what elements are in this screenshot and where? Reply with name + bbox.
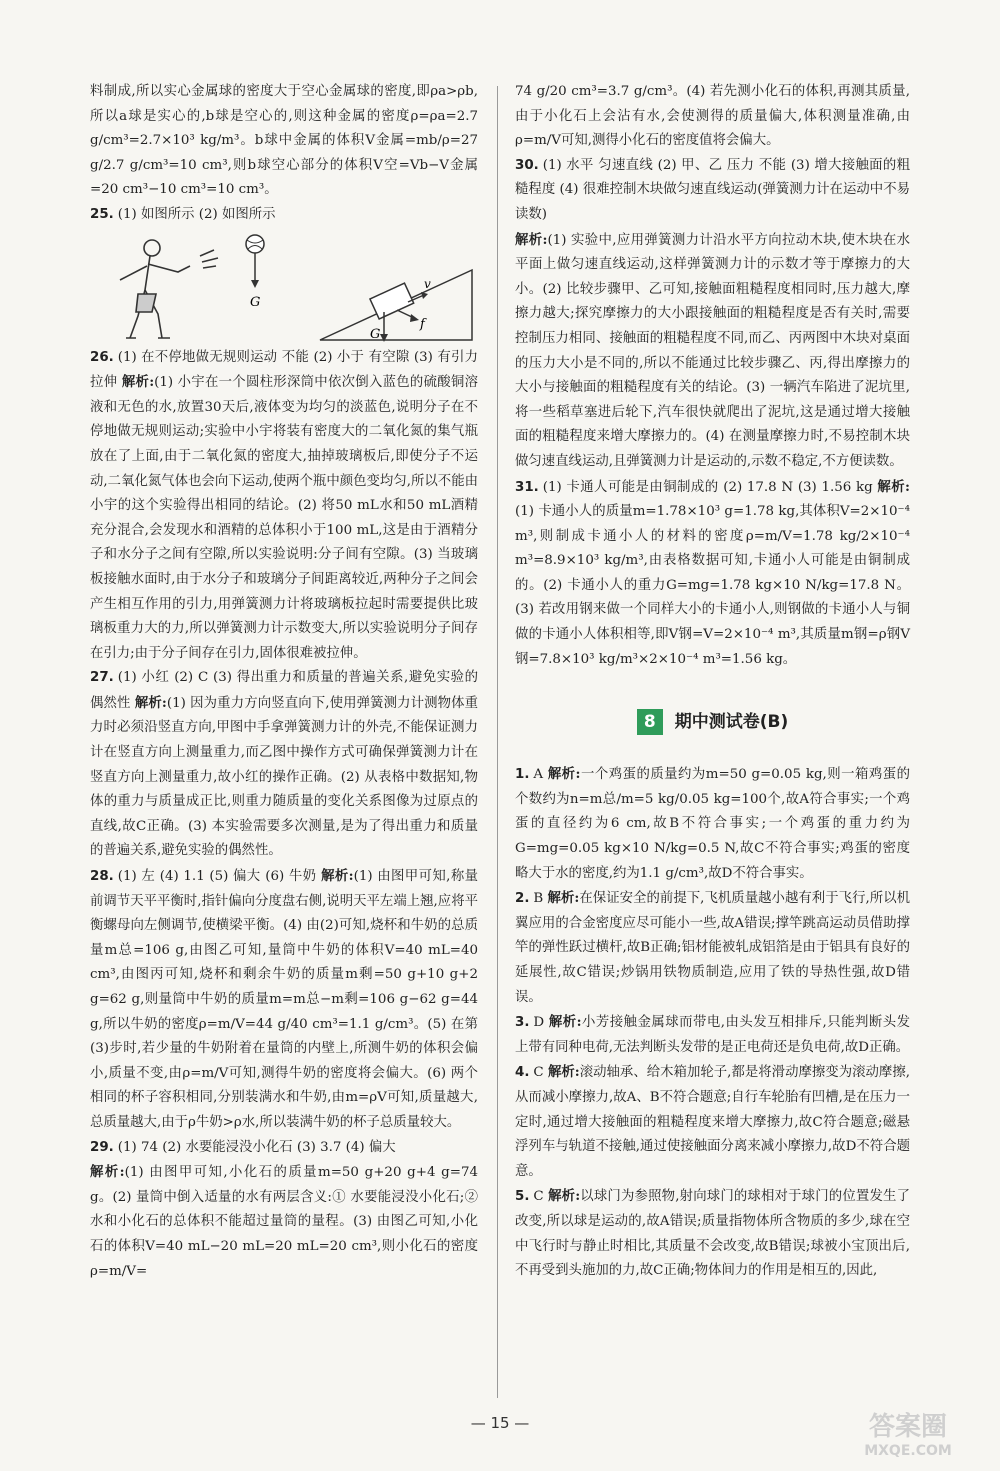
a1-answer bbox=[515, 762, 910, 886]
q27-explanation: (1) 因为重力方向竖直向下,使用弹簧测力计测物体重力时必须沿竖直方向,甲图中手拿弹簧测力计的外壳,不能保证测力计在竖直方向上测量重力,而乙图中操作方式可确保弹簧测力计在竖直方向上测量重力,故小红的操作正确。(2) 从表格中数据知,物体的重力与质量成正比,则重力随质量的变化关系图像为过原点的直线,故C正确。(3) 本实验需要多次测量,是为了得出重力和质量的普遍关系,避免实验的偶然性。 bbox=[90, 695, 478, 859]
a4-answer bbox=[515, 1060, 910, 1184]
right-column bbox=[515, 80, 910, 1284]
a3-explanation: 小芳接触金属球而带电,由头发互相排斥,只能判断头发上带有同种电荷,无法判断头发带的是正电荷还是负电荷,故D正确。 bbox=[515, 1015, 911, 1055]
velocity-arrow bbox=[421, 292, 428, 299]
q25-figures-svg bbox=[90, 228, 478, 346]
q30-explanation: (1) 实验中,应用弹簧测力计沿水平方向拉动木块,使木块在水平面上做匀速直线运动,这样弹簧测力计的示数才等于摩擦力的大小。(2) 比较步骤甲、乙可知,接触面粗糙程度相同时,压力越大,摩擦力越大;探究摩擦力的大小跟接触面的粗糙程度是否有关时,需要控制压力相同、接触面的粗糙程度不同,而乙、丙两图中木块对桌面的压力大小是不同的,所以不能通过比较步骤乙、丙,得出摩擦力的大小与接触面的粗糙程度有关的结论。(3) 一辆汽车陷进了泥坑里,将一些稻草塞进后轮下,汽车很快就爬出了泥坑,这是通过增大接触面的粗糙程度来增大摩擦力的。(4) 在测量摩擦力时,不易控制木块做匀速直线运动,且弹簧测力计是运动的,示数不稳定,不方便读数。 bbox=[515, 232, 910, 469]
q29-analysis-label: 解析: bbox=[90, 1164, 125, 1181]
section-title: 期中测试卷(B) bbox=[674, 711, 789, 732]
a5-analysis-label: 解析: bbox=[548, 1188, 581, 1205]
q31-answer bbox=[515, 475, 910, 673]
column-divider bbox=[497, 86, 498, 1398]
a3-analysis-label: 解析: bbox=[548, 1014, 582, 1031]
watermark-svg bbox=[834, 1405, 982, 1461]
a2-number: 2. bbox=[515, 891, 530, 907]
q29-continuation: 74 g/20 cm³=3.7 g/cm³。(4) 若先测小化石的体积,再测其质量,由于小化石上会沾有水,会使测得的质量偏大,体积测量准确,由ρ=m/V可知,测得小化石的密度值将会偏大。 bbox=[515, 84, 910, 149]
a3-choice: D bbox=[533, 1015, 549, 1031]
friction-arrow bbox=[410, 314, 419, 322]
section-number: 8 bbox=[637, 709, 663, 735]
a4-explanation: 滚动轴承、给木箱加轮子,都是将滑动摩擦变为滚动摩擦,从而减小摩擦力,故A、B不符合题意;自行车轮胎有凹槽,是在压力一定时,通过增大接触面的粗糙程度来增大摩擦力,故C符合题意;磁悬浮列车与轨道不接触,通过使接触面分离来减小摩擦力,故D不符合题意。 bbox=[515, 1065, 910, 1179]
block-gravity-label: G bbox=[370, 326, 381, 342]
q29-explanation: (1) 由图甲可知,小化石的质量m=50 g+20 g+4 g=74 g。(2) 量筒中倒入适量的水有两层含义:① 水要能浸没小化石;② 水和小化石的总体积不能超过量筒的量程。(3) 由图乙可知,小化石的体积V=40 mL−20 mL=20 mL=20 cm³,则小化石的密度ρ=m/V= bbox=[90, 1165, 478, 1279]
q24-continuation: 料制成,所以实心金属球的密度大于空心金属球的密度,即ρa>ρb,所以a球是实心的,b球是空心的,则这种金属的密度ρ=ρa=2.7 g/cm³=2.7×10³ kg/m³。b球中金属的体积V金属=mb/ρ=27 g/2.7 g/cm³=10 cm³,则b球空心部分的体积V空=Vb−V金属=20 cm³−10 cm³=10 cm³。 bbox=[90, 84, 478, 198]
q26-answer bbox=[90, 346, 478, 667]
q30-analysis bbox=[515, 228, 910, 475]
watermark-logo bbox=[834, 1405, 982, 1461]
incline-block-figure bbox=[320, 270, 472, 340]
a2-explanation: 在保证安全的前提下,飞机质量越小越有利于飞行,所以机翼应用的合金密度应尽可能小一些,故A错误;撑竿跳高运动员借助撑竿的弹性跃过横杆,故B正确;铝材能被轧成铝箔是由于铝具有良好的延展性,故C错误;炒锅用铁物质制造,应用了铁的导热性强,故D错误。 bbox=[515, 891, 911, 1005]
q27-analysis-label: 解析: bbox=[134, 694, 167, 711]
a5-number: 5. bbox=[515, 1189, 530, 1205]
q27-answer bbox=[90, 666, 478, 864]
q31-text: (1) 卡通人可能是由铜制成的 (2) 17.8 N (3) 1.56 kg bbox=[542, 479, 878, 495]
velocity-label: v bbox=[424, 276, 431, 291]
page-number: — 15 — bbox=[470, 1414, 530, 1432]
q31-explanation: (1) 卡通小人的质量m=1.78×10³ g=1.78 kg,其体积V=2×10⁻⁴ m³,则制成卡通小人的材料的密度ρ=m/V=1.78 kg/2×10⁻⁴ m³=8.9×10³ kg/m³,由表格数据可知,卡通小人可能是由铜制成的。(2) 卡通小人的重力G=mg=1.78 kg×10 N/kg=17.8 N。(3) 若改用钢来做一个同样大小的卡通小人,则钢做的卡通小人与铜做的卡通小人体积相等,即V钢=V=2×10⁻⁴ m³,其质量m钢=ρ钢V钢=7.8×10³ kg/m³×2×10⁻⁴ m³=1.56 kg。 bbox=[515, 504, 910, 667]
a5-explanation: 以球门为参照物,射向球门的球相对于球门的位置发生了改变,所以球是运动的,故A错误;质量指物体所含物质的多少,球在空中飞行时与静止时相比,其质量不会改变,故B错误;球被小宝顶出后,不再受到头施加的力,故C正确;物体间力的作用是相互的,因此, bbox=[515, 1189, 910, 1279]
a3-answer bbox=[515, 1010, 910, 1060]
a4-choice: C bbox=[533, 1065, 548, 1081]
q26-analysis-label: 解析: bbox=[121, 374, 155, 391]
q28-number: 28. bbox=[90, 869, 114, 885]
a3-number: 3. bbox=[515, 1015, 530, 1031]
a1-choice: A bbox=[533, 767, 548, 783]
q28-answer bbox=[90, 864, 478, 1136]
a5-choice: C bbox=[533, 1189, 549, 1205]
left-column bbox=[90, 80, 478, 1284]
block-gravity-arrow bbox=[380, 334, 388, 342]
friction-label: f bbox=[420, 316, 425, 332]
a4-number: 4. bbox=[515, 1065, 530, 1081]
q28-text: (1) 左 (4) 1.1 (5) 偏大 (6) 牛奶 bbox=[117, 869, 322, 885]
volleyball-player-figure bbox=[120, 240, 218, 338]
a2-choice: B bbox=[533, 891, 548, 907]
q29-analysis bbox=[90, 1160, 478, 1284]
q25-number: 25. bbox=[90, 206, 114, 222]
q30-answer bbox=[515, 154, 910, 228]
ball-figure bbox=[246, 235, 264, 288]
ball-gravity-label: G bbox=[250, 294, 261, 310]
q29-text: (1) 74 (2) 水要能浸没小化石 (3) 3.7 (4) 偏大 bbox=[117, 1139, 396, 1155]
a2-analysis-label: 解析: bbox=[547, 890, 580, 907]
q25-figures bbox=[90, 228, 478, 346]
q30-text: (1) 水平 匀速直线 (2) 甲、乙 压力 不能 (3) 增大接触面的粗糙程度 (4) 很难控制木块做匀速直线运动(弹簧测力计在运动中不易读数) bbox=[515, 157, 910, 222]
a5-answer bbox=[515, 1184, 910, 1283]
q27-number: 27. bbox=[90, 670, 114, 686]
q31-number: 31. bbox=[515, 479, 539, 495]
a1-explanation: 一个鸡蛋的质量约为m=50 g=0.05 kg,则一箱鸡蛋的个数约为n=m总/m=5 kg/0.05 kg=100个,故A符合事实;一个鸡蛋的直径约为6 cm,故B不符合事实;一个鸡蛋的重力约为G=mg=0.05 kg×10 N/kg=0.5 N,故C不符合事实;鸡蛋的密度略大于水的密度,约为1.1 g/cm³,故D不符合事实。 bbox=[515, 767, 910, 881]
watermark-line1: 答案圈 bbox=[868, 1412, 948, 1442]
q25-answer bbox=[90, 203, 478, 228]
q30-number: 30. bbox=[515, 157, 539, 173]
q28-analysis-label: 解析: bbox=[321, 868, 354, 885]
q27-text: (1) 小红 (2) C (3) 得出重力和质量的普遍关系,避免实验的偶然性 bbox=[90, 670, 478, 711]
q25-text: (1) 如图所示 (2) 如图所示 bbox=[117, 206, 276, 222]
q29-number: 29. bbox=[90, 1139, 114, 1155]
a2-answer bbox=[515, 886, 910, 1010]
q26-explanation: (1) 小宇在一个圆柱形深筒中依次倒入蓝色的硫酸铜溶液和无色的水,放置30天后,液体变为均匀的淡蓝色,说明分子在不停地做无规则运动;实验中小宇将装有密度大的二氧化氮的集气瓶放在了上面,由于二氧化氮的密度大,抽掉玻璃板后,即使分子不运动,二氧化氮气体也会向下运动,使两个瓶中颜色变均匀,所以不能由小宇的这个实验得出相同的结论。(2) 将50 mL水和50 mL酒精充分混合,会发现水和酒精的总体积小于100 mL,这是由于酒精分子和水分子之间有空隙,所以实验说明:分子间有空隙。(3) 当玻璃板接触水面时,由于水分子和玻璃分子间距离较近,两种分子之间会产生相互作用的引力,用弹簧测力计将玻璃板拉起时需要提供比玻璃板重力大的力,所以弹簧测力计示数变大,所以实验说明分子间存在引力;由于分子间存在引力,固体很难被拉伸。 bbox=[90, 375, 478, 661]
q31-analysis-label: 解析: bbox=[877, 478, 910, 495]
section-heading bbox=[515, 708, 910, 736]
q29-answer bbox=[90, 1136, 478, 1161]
a1-analysis-label: 解析: bbox=[547, 766, 581, 783]
a4-analysis-label: 解析: bbox=[547, 1064, 580, 1081]
watermark-line2: MXQE.COM bbox=[864, 1443, 952, 1459]
q26-number: 26. bbox=[90, 349, 114, 365]
a1-number: 1. bbox=[515, 767, 530, 783]
q26-text: (1) 在不停地做无规则运动 不能 (2) 小于 有空隙 (3) 有引力 拉伸 bbox=[90, 349, 478, 391]
q30-analysis-label: 解析: bbox=[515, 231, 548, 248]
q28-explanation: (1) 由图甲可知,称量前调节天平平衡时,指针偏向分度盘右侧,说明天平左端上翘,应将平衡螺母向左侧调节,使横梁平衡。(4) 由(2)可知,烧杯和牛奶的总质量m总=106 g,由图乙可知,量筒中牛奶的体积V=40 mL=40 cm³,由图丙可知,烧杯和剩余牛奶的质量m剩=50 g+10 g+2 g=62 g,则量筒中牛奶的质量m=m总−m剩=106 g−62 g=44 g,所以牛奶的密度ρ=m/V=44 g/40 cm³=1.1 g/cm³。(5) 在第(3)步时,若少量的牛奶附着在量筒的内壁上,所测牛奶的体积会偏小,质量不变,由ρ=m/V可知,测得牛奶的密度将会偏大。(6) 两个相同的杯子容积相同,分别装满水和牛奶,由m=ρV可知,质量越大,总质量越大,由于ρ牛奶>ρ水,所以装满牛奶的杯子总质量较大。 bbox=[90, 869, 478, 1130]
